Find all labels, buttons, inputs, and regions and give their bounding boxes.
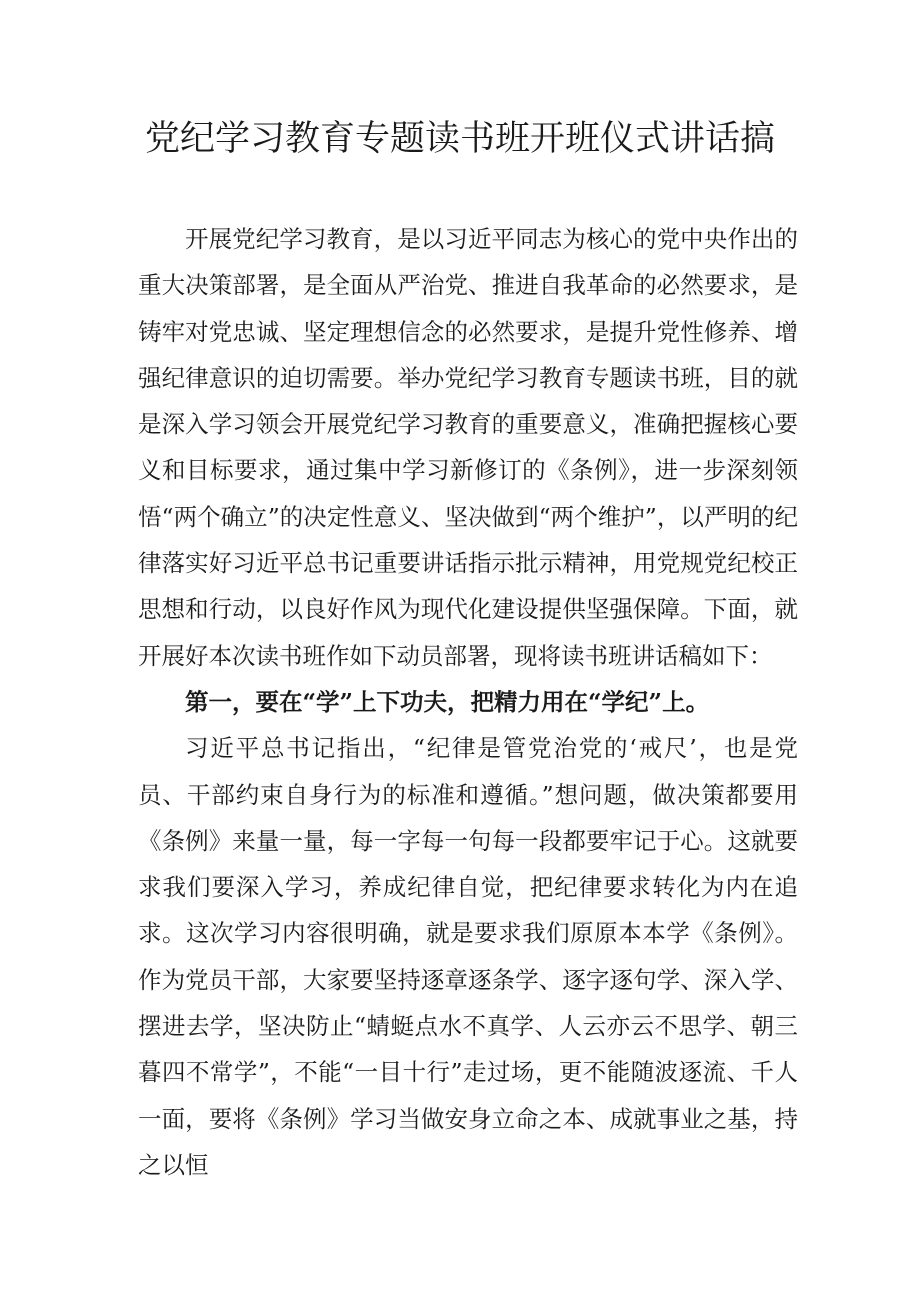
- intro-paragraph: 开展党纪学习教育，是以习近平同志为核心的党中央作出的重大决策部署，是全面从严治党、推进自我革命的必然要求，是铸牢对党忠诚、坚定理想信念的必然要求，是提升党性修养、增强纪律意识的迫切需要。举办党纪学习教育专题读书班，目的就是深入学习领会开展党纪学习教育的重要意义，准确把握核心要义和目标要求，通过集中学习新修订的《条例》，进一步深刻领悟“两个确立”的决定性意义、坚决做到“两个维护”，以严明的纪律落实好习近平总书记重要讲话指示批示精神，用党规党纪校正思想和行动，以良好作风为现代化建设提供坚强保障。下面，就开展好本次读书班作如下动员部署，现将读书班讲话稿如下：: [138, 225, 798, 670]
- section-heading-1: 第一，要在“学”上下功夫，把精力用在“学纪”上。: [185, 687, 710, 716]
- section-1-paragraph: 习近平总书记指出，“纪律是管党治党的‘戒尺’，也是党员、干部约束自身行为的标准和遵循。”想问题，做决策都要用《条例》来量一量，每一字每一句每一段都要牢记于心。这就要求我们要深入学习，养成纪律自觉，把纪律要求转化为内在追求。这次学习内容很明确，就是要求我们原原本本学《条例》。作为党员干部，大家要坚持逐章逐条学、逐字逐句学、深入学、摆进去学，坚决防止“蜻蜓点水不真学、人云亦云不思学、朝三暮四不常学”，不能“一目十行”走过场，更不能随波逐流、千人一面，要将《条例》学习当做安身立命之本、成就事业之基，持之以恒: [138, 734, 798, 1179]
- document-title: 党纪学习教育专题读书班开班仪式讲话搞: [144, 119, 775, 159]
- document-body: [138, 216, 798, 1188]
